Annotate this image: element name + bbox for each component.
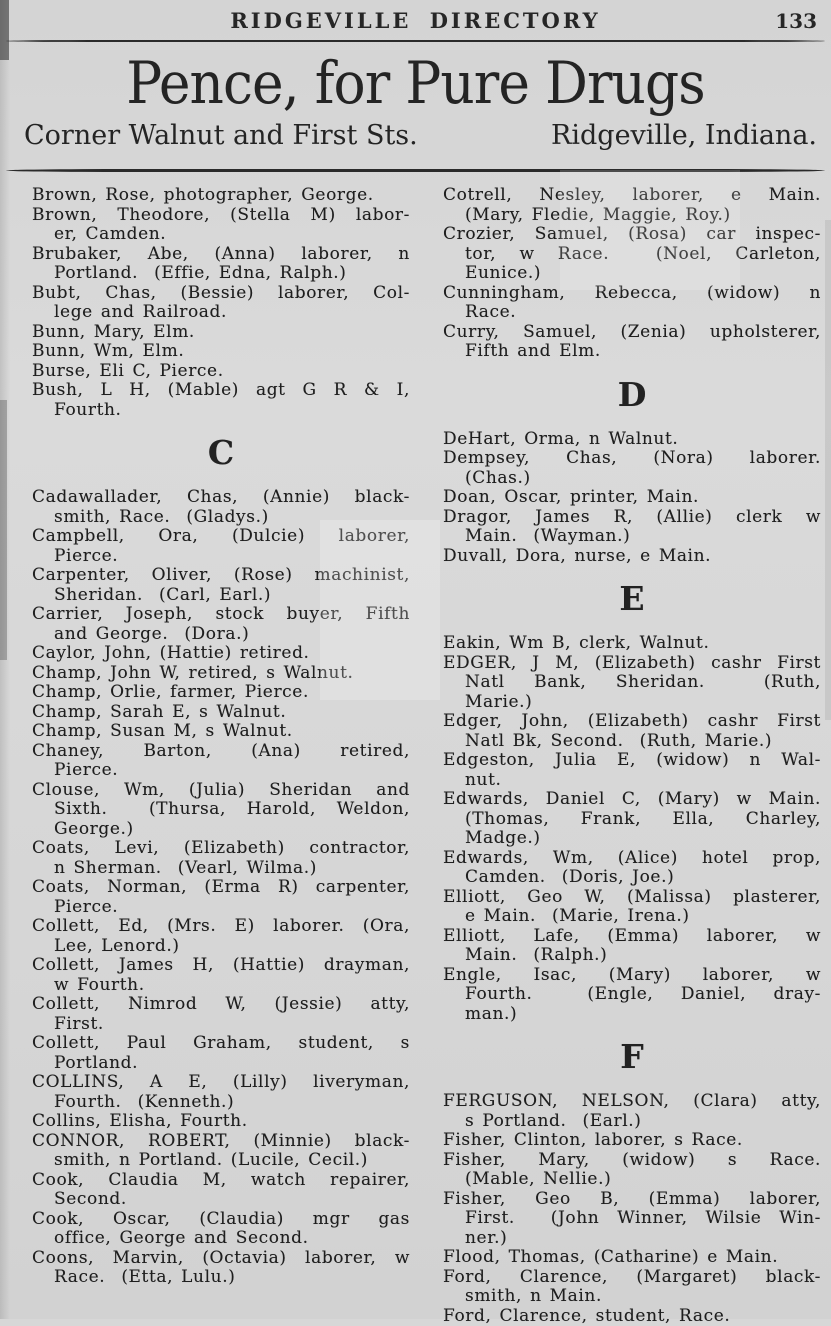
- entry-line: Cook, Claudia M, watch repairer,: [32, 1171, 410, 1191]
- entry-line: Pierce.: [32, 761, 410, 781]
- directory-entry: [443, 1131, 821, 1151]
- directory-entry: [443, 225, 821, 284]
- entry-line: Engle, Isac, (Mary) laborer, w: [443, 966, 821, 986]
- directory-entry: [443, 186, 821, 225]
- entry-line: First.: [32, 1015, 410, 1035]
- directory-entry: [443, 1248, 821, 1268]
- directory-entry: [32, 1210, 410, 1249]
- directory-entry: [32, 342, 410, 362]
- entry-line: Bunn, Mary, Elm.: [32, 323, 410, 343]
- entry-line: Portland. (Effie, Edna, Ralph.): [32, 264, 410, 284]
- section-letter: E: [443, 581, 821, 617]
- page-number: 133: [757, 9, 817, 33]
- entry-line: Cadawallader, Chas, (Annie) black-: [32, 488, 410, 508]
- directory-entry: [32, 1171, 410, 1210]
- entry-line: Pierce.: [32, 547, 410, 567]
- directory-entry: [32, 742, 410, 781]
- entry-line: COLLINS, A E, (Lilly) liveryman,: [32, 1073, 410, 1093]
- directory-columns: [0, 172, 831, 1326]
- entry-line: Duvall, Dora, nurse, e Main.: [443, 547, 821, 567]
- directory-entry: [32, 839, 410, 878]
- directory-entry: [32, 1073, 410, 1112]
- entry-line: First. (John Winner, Wilsie Win-: [443, 1209, 821, 1229]
- entry-line: Coats, Norman, (Erma R) carpenter,: [32, 878, 410, 898]
- entry-line: Curry, Samuel, (Zenia) upholsterer,: [443, 323, 821, 343]
- entry-line: Bubt, Chas, (Bessie) laborer, Col-: [32, 284, 410, 304]
- entry-line: smith, Race. (Gladys.): [32, 508, 410, 528]
- entry-line: Chaney, Barton, (Ana) retired,: [32, 742, 410, 762]
- entry-line: Race.: [443, 303, 821, 323]
- entry-line: Brown, Theodore, (Stella M) labor-: [32, 206, 410, 226]
- entry-line: and George. (Dora.): [32, 625, 410, 645]
- directory-entry: [32, 362, 410, 382]
- directory-entry: [32, 644, 410, 664]
- entry-line: Portland.: [32, 1054, 410, 1074]
- entry-line: Dragor, James R, (Allie) clerk w: [443, 508, 821, 528]
- directory-entry: [32, 206, 410, 245]
- advertiser-address: Corner Walnut and First Sts.: [24, 120, 418, 151]
- entry-line: Brown, Rose, photographer, George.: [32, 186, 410, 206]
- entry-line: Madge.): [443, 829, 821, 849]
- section-letter: C: [32, 435, 410, 471]
- directory-entry: [32, 566, 410, 605]
- entry-line: lege and Railroad.: [32, 303, 410, 323]
- directory-entry: [32, 245, 410, 284]
- directory-entry: [32, 186, 410, 206]
- entry-line: Natl Bk, Second. (Ruth, Marie.): [443, 732, 821, 752]
- entry-line: Ford, Clarence, (Margaret) black-: [443, 1268, 821, 1288]
- entry-line: Fourth. (Engle, Daniel, dray-: [443, 985, 821, 1005]
- directory-entry: [443, 1268, 821, 1307]
- entry-line: tor, w Race. (Noel, Carleton,: [443, 245, 821, 265]
- directory-entry: [443, 508, 821, 547]
- entry-line: Bunn, Wm, Elm.: [32, 342, 410, 362]
- directory-entry: [32, 917, 410, 956]
- directory-entry: [32, 1034, 410, 1073]
- entry-line: er, Camden.: [32, 225, 410, 245]
- entry-line: Camden. (Doris, Joe.): [443, 868, 821, 888]
- entry-line: Collett, Ed, (Mrs. E) laborer. (Ora,: [32, 917, 410, 937]
- entry-line: Carpenter, Oliver, (Rose) machinist,: [32, 566, 410, 586]
- entry-line: Coons, Marvin, (Octavia) laborer, w: [32, 1249, 410, 1269]
- entry-line: Brubaker, Abe, (Anna) laborer, n: [32, 245, 410, 265]
- entry-line: ner.): [443, 1229, 821, 1249]
- entry-line: nut.: [443, 771, 821, 791]
- entry-line: n Sherman. (Vearl, Wilma.): [32, 859, 410, 879]
- directory-entry: [32, 664, 410, 684]
- directory-entry: [443, 654, 821, 713]
- directory-entry: [32, 605, 410, 644]
- directory-entry: [443, 634, 821, 654]
- entry-line: Fisher, Clinton, laborer, s Race.: [443, 1131, 821, 1151]
- entry-line: Fisher, Geo B, (Emma) laborer,: [443, 1190, 821, 1210]
- horizontal-rule-top: [6, 40, 825, 42]
- entry-line: Sheridan. (Carl, Earl.): [32, 586, 410, 606]
- directory-entry: [443, 966, 821, 1025]
- entry-line: Main. (Wayman.): [443, 527, 821, 547]
- directory-entry: [443, 712, 821, 751]
- entry-line: FERGUSON, NELSON, (Clara) atty,: [443, 1092, 821, 1112]
- entry-line: (Mary, Fledie, Maggie, Roy.): [443, 206, 821, 226]
- entry-line: Cunningham, Rebecca, (widow) n: [443, 284, 821, 304]
- directory-entry: [32, 703, 410, 723]
- entry-line: Edger, John, (Elizabeth) cashr First: [443, 712, 821, 732]
- entry-line: w Fourth.: [32, 976, 410, 996]
- directory-entry: [32, 323, 410, 343]
- advertiser-city: Ridgeville, Indiana.: [551, 120, 817, 151]
- directory-entry: [443, 547, 821, 567]
- directory-entry: [32, 527, 410, 566]
- directory-entry: [443, 888, 821, 927]
- entry-line: Campbell, Ora, (Dulcie) laborer,: [32, 527, 410, 547]
- advertisement-addresses: [0, 120, 831, 161]
- entry-line: Clouse, Wm, (Julia) Sheridan and: [32, 781, 410, 801]
- entry-line: Second.: [32, 1190, 410, 1210]
- entry-line: Elliott, Geo W, (Malissa) plasterer,: [443, 888, 821, 908]
- directory-entry: [443, 1307, 821, 1326]
- entry-line: DeHart, Orma, n Walnut.: [443, 430, 821, 450]
- entry-line: Collett, James H, (Hattie) drayman,: [32, 956, 410, 976]
- directory-entry: [443, 927, 821, 966]
- directory-entry: [32, 284, 410, 323]
- entry-line: office, George and Second.: [32, 1229, 410, 1249]
- entry-line: Eunice.): [443, 264, 821, 284]
- directory-entry: [443, 449, 821, 488]
- entry-line: Flood, Thomas, (Catharine) e Main.: [443, 1248, 821, 1268]
- entry-line: e Main. (Marie, Irena.): [443, 907, 821, 927]
- entry-line: CONNOR, ROBERT, (Minnie) black-: [32, 1132, 410, 1152]
- entry-line: Edgeston, Julia E, (widow) n Wal-: [443, 751, 821, 771]
- directory-entry: [443, 430, 821, 450]
- entry-line: Edwards, Daniel C, (Mary) w Main.: [443, 790, 821, 810]
- entry-line: Cotrell, Nesley, laborer, e Main.: [443, 186, 821, 206]
- entry-line: Fourth. (Kenneth.): [32, 1093, 410, 1113]
- entry-line: smith, n Main.: [443, 1287, 821, 1307]
- directory-entry: [443, 1151, 821, 1190]
- entry-line: Collett, Nimrod W, (Jessie) atty,: [32, 995, 410, 1015]
- entry-line: smith, n Portland. (Lucile, Cecil.): [32, 1151, 410, 1171]
- entry-line: Pierce.: [32, 898, 410, 918]
- directory-entry: [443, 1092, 821, 1131]
- entry-line: Elliott, Lafe, (Emma) laborer, w: [443, 927, 821, 947]
- entry-line: Main. (Ralph.): [443, 946, 821, 966]
- entry-line: Cook, Oscar, (Claudia) mgr gas: [32, 1210, 410, 1230]
- directory-entry: [32, 956, 410, 995]
- entry-line: Ford, Clarence, student, Race.: [443, 1307, 821, 1326]
- directory-entry: [32, 878, 410, 917]
- entry-line: Doan, Oscar, printer, Main.: [443, 488, 821, 508]
- entry-line: Dempsey, Chas, (Nora) laborer.: [443, 449, 821, 469]
- directory-entry: [32, 1249, 410, 1288]
- entry-line: Champ, Sarah E, s Walnut.: [32, 703, 410, 723]
- entry-line: Crozier, Samuel, (Rosa) car inspec-: [443, 225, 821, 245]
- directory-entry: [32, 683, 410, 703]
- entry-line: (Mable, Nellie.): [443, 1170, 821, 1190]
- entry-line: Natl Bank, Sheridan. (Ruth,: [443, 673, 821, 693]
- entry-line: Coats, Levi, (Elizabeth) contractor,: [32, 839, 410, 859]
- directory-entry: [443, 488, 821, 508]
- entry-line: s Portland. (Earl.): [443, 1112, 821, 1132]
- entry-line: Collett, Paul Graham, student, s: [32, 1034, 410, 1054]
- entry-line: Collins, Elisha, Fourth.: [32, 1112, 410, 1132]
- directory-entry: [32, 488, 410, 527]
- entry-line: Race. (Etta, Lulu.): [32, 1268, 410, 1288]
- entry-line: Sixth. (Thursa, Harold, Weldon,: [32, 800, 410, 820]
- directory-entry: [32, 1112, 410, 1132]
- running-head: [0, 0, 831, 33]
- directory-entry: [443, 323, 821, 362]
- directory-entry: [443, 790, 821, 849]
- directory-entry: [443, 751, 821, 790]
- entry-line: Fourth.: [32, 401, 410, 421]
- entry-line: Marie.): [443, 693, 821, 713]
- section-letter: D: [443, 377, 821, 413]
- directory-entry: [443, 1190, 821, 1249]
- advertisement-headline: Pence, for Pure Drugs: [33, 46, 798, 120]
- directory-entry: [443, 849, 821, 888]
- entry-line: Fisher, Mary, (widow) s Race.: [443, 1151, 821, 1171]
- entry-line: man.): [443, 1005, 821, 1025]
- entry-line: Burse, Eli C, Pierce.: [32, 362, 410, 382]
- entry-line: Bush, L H, (Mable) agt G R & I,: [32, 381, 410, 401]
- directory-entry: [32, 381, 410, 420]
- entry-line: Edwards, Wm, (Alice) hotel prop,: [443, 849, 821, 869]
- page-title: RIDGEVILLE DIRECTORY: [74, 8, 757, 33]
- directory-entry: [32, 1132, 410, 1171]
- entry-line: (Thomas, Frank, Ella, Charley,: [443, 810, 821, 830]
- entry-line: Lee, Lenord.): [32, 937, 410, 957]
- left-column: [32, 186, 410, 1326]
- section-letter: F: [443, 1039, 821, 1075]
- directory-entry: [32, 722, 410, 742]
- entry-line: George.): [32, 820, 410, 840]
- entry-line: Champ, Susan M, s Walnut.: [32, 722, 410, 742]
- entry-line: Fifth and Elm.: [443, 342, 821, 362]
- entry-line: EDGER, J M, (Elizabeth) cashr First: [443, 654, 821, 674]
- entry-line: Eakin, Wm B, clerk, Walnut.: [443, 634, 821, 654]
- entry-line: (Chas.): [443, 469, 821, 489]
- directory-entry: [32, 995, 410, 1034]
- entry-line: Champ, John W, retired, s Walnut.: [32, 664, 410, 684]
- right-column: [443, 186, 821, 1326]
- directory-entry: [32, 781, 410, 840]
- directory-entry: [443, 284, 821, 323]
- entry-line: Caylor, John, (Hattie) retired.: [32, 644, 410, 664]
- entry-line: Champ, Orlie, farmer, Pierce.: [32, 683, 410, 703]
- entry-line: Carrier, Joseph, stock buyer, Fifth: [32, 605, 410, 625]
